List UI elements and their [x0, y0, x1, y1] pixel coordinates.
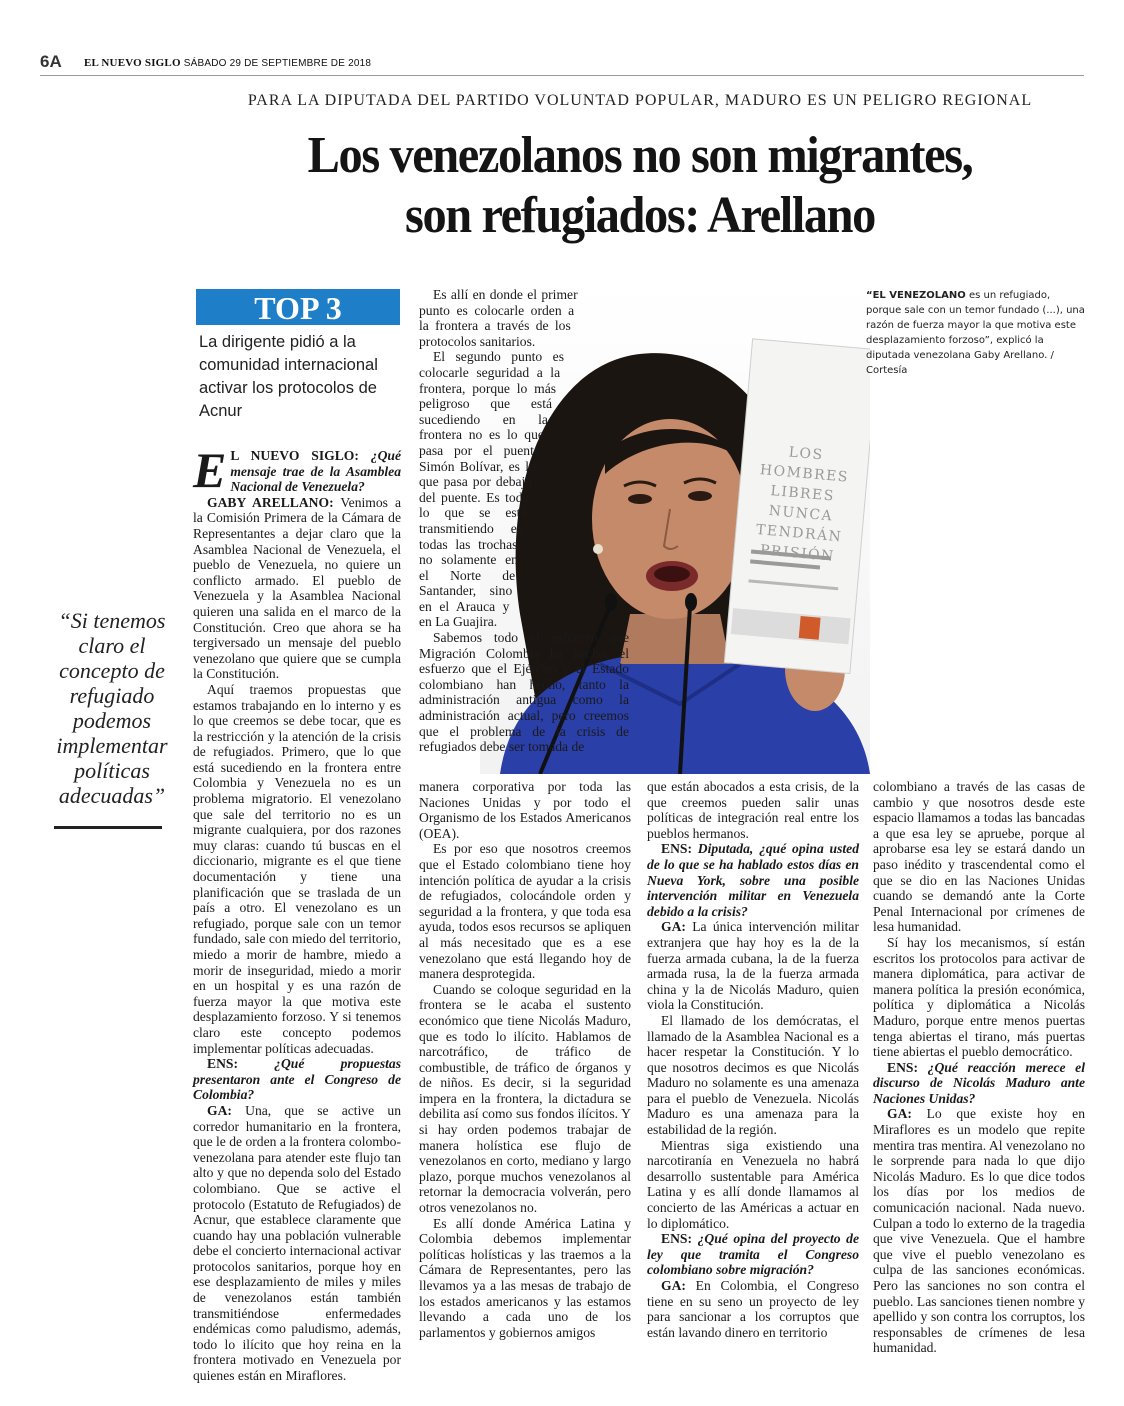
paragraph-3: Es allí en donde el primer punto es colocarle orden a la frontera a través de los protocolos sanitarios.	[419, 287, 578, 349]
header-rule	[40, 75, 1084, 76]
paragraph-11: Sí hay los mecanismos, sí están escritos los protocolos para activar de manera diplomática, para activar de manera política la presión económica, política y diplomática a Nicolás Maduro, porque entre menos puertas tenga abiertas el tirano, más puertas tiene abiertas el pueblo democrático.	[873, 934, 1085, 1060]
book-title: LOS HOMBRES LIBRES NUNCA TENDRÁN PRISIÓN	[755, 444, 850, 565]
question-4: ENS: ¿Qué opina del proyecto de ley que tramita el Congreso colombiano sobre migración?	[647, 1231, 859, 1278]
question-2: ENS: ¿Qué propuestas presentaron ante el Congreso de Colombia?	[193, 1056, 401, 1103]
pull-quote: “Si tenemos claro el concepto de refugiado podemos implementar políticas adecuadas”	[56, 608, 168, 808]
interviewee-tag: GABY ARELLANO:	[207, 494, 334, 510]
answer-3: GA: La única intervención militar extranjera que hay hoy es la de la fuerza armada cubana, la de la fuerza armada rusa, la de la fuerza armada china y la de Nicolás Maduro, quien viola la Constitución.	[647, 919, 859, 1013]
question-3: ENS: Diputada, ¿qué opina usted de lo que se ha hablado estos días en Nueva York, sobre una posible intervención militar en Venezuela debido a la crisis?	[647, 841, 859, 919]
article-column-4	[873, 779, 1085, 1356]
caption-text: es un refugiado, porque sale con un temor fundado (...), una razón de fuerza mayor la que motiva este desplazamiento forzoso”, explicó la diputada venezolana Gaby Arellano. / Cortesía	[866, 290, 1085, 376]
interviewer-tag: L NUEVO SIGLO:	[230, 448, 359, 463]
publication-date: SÁBADO 29 DE SEPTIEMBRE DE 2018	[183, 58, 372, 69]
top3-badge: TOP 3	[196, 289, 400, 325]
article-column-1	[193, 442, 401, 1384]
paragraph-2: Aquí traemos propuestas que estamos trabajando en lo interno y es lo que creemos se debe tocar, que es la restricción y la atención de la crisis de refugiados. Primero, que lo que está sucediendo en la frontera entre Colombia y Venezuela no es un problema migratorio. El venezolano que sale del territorio no es un migrante cualquiera, por dos razones muy claras: cuando tú buscas en el diccionario, migrante es el que tiene documentación y tiene una planificación que se traslada de un país a otro. El venezolano es un refugiado, porque sale con un temor fundado, sale con miedo del territorio, miedo a morir de hambre, miedo a morir de inseguridad, miedo a morir en un hospital y es una razón de fuerza mayor la que motiva este desplazamiento forzoso. Y si tenemos claro este concepto podemos implementar políticas adecuadas.	[193, 681, 401, 1056]
answer-1: GABY ARELLANO: Venimos a la Comisión Primera de la Cámara de Representantes a dejar claro que la Asamblea Nacional de Venezuela, el pueblo de Venezuela, no quiere un conflicto armado. El pueblo de Venezuela y la Asamblea Nacional quieren una salida en el marco de la Constitución. Creo que ahora se ha tergiversado un mensaje del pueblo venezolano que quiere que se cumpla la Constitución.	[193, 494, 401, 682]
pull-quote-rule	[54, 826, 162, 829]
paragraph-10: Mientras siga existiendo una narcotiranía en Venezuela no habrá desarrollo sustentable para América Latina y es allí donde llamamos al concierto de las Américas a actuar en lo diplomático.	[647, 1137, 859, 1231]
paragraph-8: Es allí donde América Latina y Colombia debemos implementar políticas holísticas y las traemos a la Cámara de Representantes, pero las llevamos ya a las mesas de trabajo de los estados americanos y las estamos llevando a cada uno de los parlamentos y gobiernos amigos	[419, 1215, 631, 1340]
answer-4: GA: En Colombia, el Congreso tiene en su seno un proyecto de ley para sancionar a los corruptos que están lavando dinero en territorio	[647, 1278, 859, 1340]
paragraph-8-continued: que están abocados a esta crisis, de la que creemos pueden salir unas políticas de integración real entre los pueblos hermanos.	[647, 779, 859, 841]
article-column-2-bottom	[419, 779, 631, 1340]
paragraph-6: Es por eso que nosotros creemos que el Estado colombiano tiene hoy intención política de ayudar a la crisis de refugiados, colocándole orden y seguridad a la frontera, y que toda esa ayuda, todos esos recursos se apliquen al más necesitado que es a ese venezolano que está llegando hoy de manera desprotegida.	[419, 841, 631, 982]
article-column-3	[647, 779, 859, 1340]
photo-caption	[866, 288, 1088, 378]
article-column-2-top	[419, 287, 629, 755]
headline-line-1: Los venezolanos no son migrantes,	[307, 127, 973, 184]
kicker: PARA LA DIPUTADA DEL PARTIDO VOLUNTAD POPULAR, MADURO ES UN PELIGRO REGIONAL	[247, 92, 1033, 109]
headline-line-2: son refugiados: Arellano	[405, 187, 875, 244]
publication-line	[84, 57, 371, 69]
drop-cap: E	[193, 442, 227, 498]
paragraph-4: El segundo punto es colocarle seguridad a la frontera, porque lo más peligroso que está sucediendo en la frontera no es lo que pasa por el puente Simón Bolívar, es lo que pasa por debajo del puente. Es todo lo que se está transmitiendo en todas las trochas, no solamente en el Norte de Santander, sino en el Arauca y en La Guajira.	[419, 349, 564, 630]
answer-5: GA: Lo que existe hoy en Miraflores es un modelo que repite mentira tras mentira. Al venezolano no le sorprende para nada lo que dijo Nicolás Maduro. Es lo que dice todos los días por los medios de comunicación nacional. Nada nuevo. Culpan a todo lo externo de la tragedia que vive Venezuela. Que el hambre que vive el pueblo venezolano es culpa de las sanciones económicas. Pero las sanciones no son contra el pueblo. Las sanciones tienen nombre y apellido y son contra los corruptos, los responsables de crímenes de lesa humanidad.	[873, 1106, 1085, 1356]
answer-4-continued: colombiano a través de las casas de cambio y que nosotros desde este espacio llamamos a todas las bancadas a que esa ley se apruebe, porque al aprobarse esa ley se estará dando un paso inédito y trascendental como el que se dio en las Naciones Unidas cuando se demandó ante la Corte Penal Internacional por crímenes de lesa humanidad.	[873, 779, 1085, 935]
answer-2: GA: Una, que se active un corredor humanitario en la frontera, que le de orden a la frontera colombo-venezolana para atender este flujo tan alto y que no dependa solo del Estado colombiano. Que se active el protocolo (Estatuto de Refugiados) de Acnur, que establece claramente que cuando hay una población vulnerable debe el concierto internacional activar protocolos sanitarios, porque hoy en ese desplazamiento de miles y miles de venezolanos están también transmitiéndose enfermedades endémicas como paludismo, además, todo lo ilícito que hoy reina en la frontera motivado en Venezuela por quienes están en Miraflores.	[193, 1102, 401, 1384]
headline	[212, 126, 1068, 246]
paragraph-5-continued: manera corporativa por toda las Naciones Unidas y por todo el Organismo de los Estados Americanos (OEA).	[419, 779, 631, 841]
paragraph-9: El llamado de los demócratas, el llamado de la Asamblea Nacional es a hacer respetar la Constitución. Y lo que nosotros decimos es que Nicolás Maduro no solamente es una amenaza para el pueblo de Venezuela. Nicolás Maduro es una amenaza para la estabilidad de la región.	[647, 1012, 859, 1138]
publication-name: EL NUEVO SIGLO	[84, 57, 181, 69]
page-number: 6A	[40, 52, 62, 71]
paragraph-7: Cuando se coloque seguridad en la frontera se le acaba el sustento económico que tiene Nicolás Maduro, que es todo lo ilícito. Hablamos de narcotráfico, de tráfico de combustible, de tráfico de órganos y de niños. Es decir, si la seguridad impera en la frontera, la dictadura se debilita así como sus fondos ilícitos. Y si hay orden podemos trabajar de manera holística ese flujo de venezolanos en corto, mediano y largo plazo, porque muchos venezolanos al retornar la democracia volverán, pero otros venezolanos no.	[419, 981, 631, 1216]
paragraph-5: Sabemos todo el esfuerzo que Migración Colombia ha hecho, el esfuerzo que el Ejército y el Estado colombiano han hecho, tanto la administración antigua como la administración actual, pero creemos que el problema de la crisis de refugiados debe ser tomada de	[419, 630, 629, 755]
question-5: ENS: ¿Qué reacción merece el discurso de Nicolás Maduro ante Naciones Unidas?	[873, 1059, 1085, 1106]
top3-summary: La dirigente pidió a la comunidad internacional activar los protocolos de Acnur	[199, 333, 378, 420]
question-1: E L NUEVO SIGLO: ¿Qué mensaje trae de la Asamblea Nacional de Venezuela?	[193, 442, 401, 498]
caption-lead: “EL VENEZOLANO	[866, 290, 966, 301]
